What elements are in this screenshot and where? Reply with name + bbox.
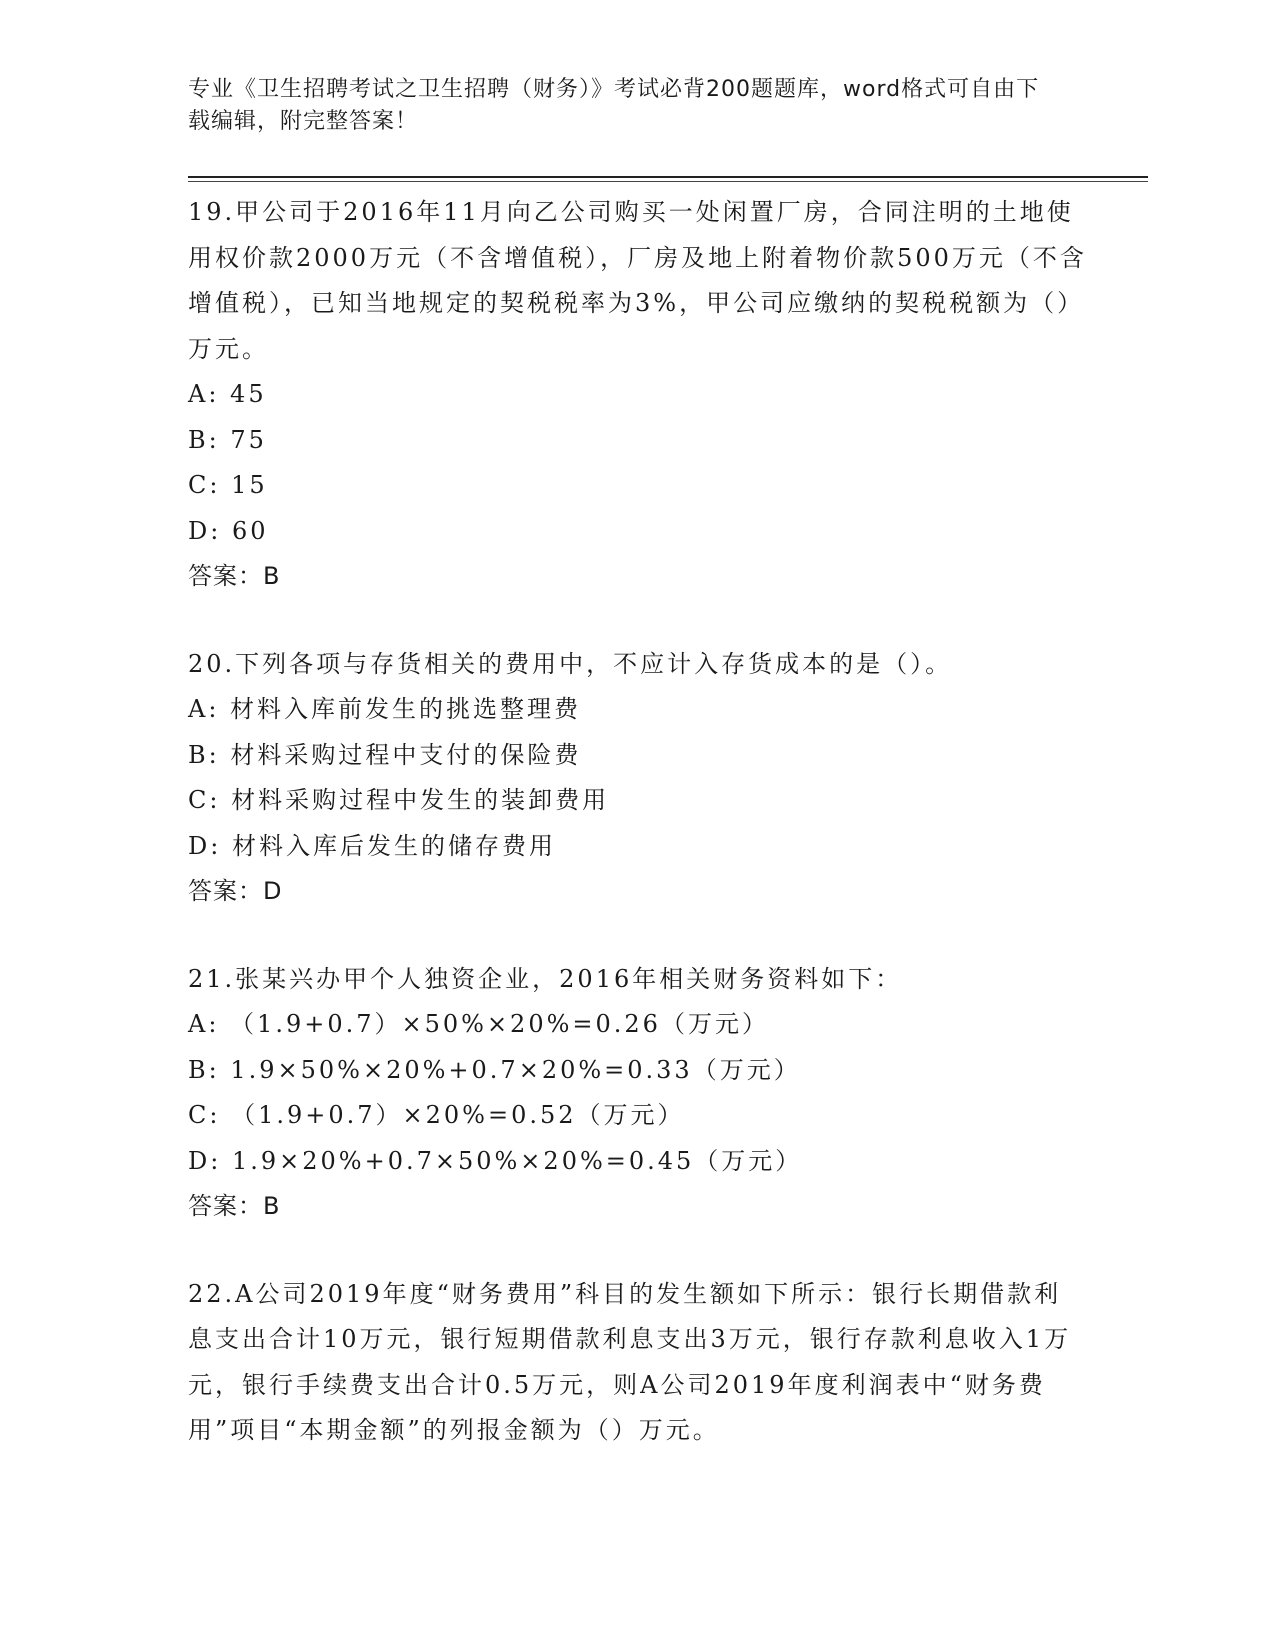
option-b: B: 75 xyxy=(188,425,267,454)
question-19 xyxy=(188,190,1148,600)
question-stem: 19.甲公司于2016年11月向乙公司购买一处闲置厂房，合同注明的土地使用权价款2000万元（不含增值税），厂房及地上附着物价款500万元（不含增值税），已知当地规定的契税税率为3%，甲公司应缴纳的契税税额为（）万元。 xyxy=(188,198,1087,363)
question-stem: 21.张某兴办甲个人独资企业，2016年相关财务资料如下： xyxy=(188,964,903,993)
question-stem: 20.下列各项与存货相关的费用中，不应计入存货成本的是（）。 xyxy=(188,649,953,678)
question-20 xyxy=(188,642,1148,915)
header-divider-thin xyxy=(188,181,1148,182)
question-stem: 22.A公司2019年度“财务费用”科目的发生额如下所示：银行长期借款利息支出合计10万元，银行短期借款利息支出3万元，银行存款利息收入1万元，银行手续费支出合计0.5万元，则A公司2019年度利润表中“财务费用”项目“本期金额”的列报金额为（）万元。 xyxy=(188,1279,1072,1444)
option-c: C: 材料采购过程中发生的装卸费用 xyxy=(188,786,610,814)
option-a: A: 45 xyxy=(188,380,267,408)
answer-line: 答案：B xyxy=(188,562,281,590)
option-a: A: （1.9+0.7）×50%×20%=0.26（万元） xyxy=(188,1010,769,1038)
document-page xyxy=(188,0,1148,1650)
answer-line: 答案：D xyxy=(188,877,283,905)
question-21 xyxy=(188,957,1148,1230)
question-22 xyxy=(188,1272,1148,1454)
option-d: D: 1.9×20%+0.7×50%×20%=0.45（万元） xyxy=(188,1146,803,1175)
option-a: A: 材料入库前发生的挑选整理费 xyxy=(188,695,582,723)
option-c: C: （1.9+0.7）×20%=0.52（万元） xyxy=(188,1101,685,1129)
option-b: B: 材料采购过程中支付的保险费 xyxy=(188,740,582,769)
document-header: 专业《卫生招聘考试之卫生招聘（财务）》考试必背200题题库，word格式可自由下载编辑，附完整答案！ xyxy=(188,77,1040,134)
option-b: B: 1.9×50%×20%+0.7×20%=0.33（万元） xyxy=(188,1055,801,1084)
answer-line: 答案：B xyxy=(188,1192,281,1220)
header-divider-thick xyxy=(188,176,1148,178)
option-d: D: 材料入库后发生的储存费用 xyxy=(188,831,556,860)
option-d: D: 60 xyxy=(188,516,269,545)
question-list xyxy=(188,190,1148,1496)
option-c: C: 15 xyxy=(188,471,268,499)
